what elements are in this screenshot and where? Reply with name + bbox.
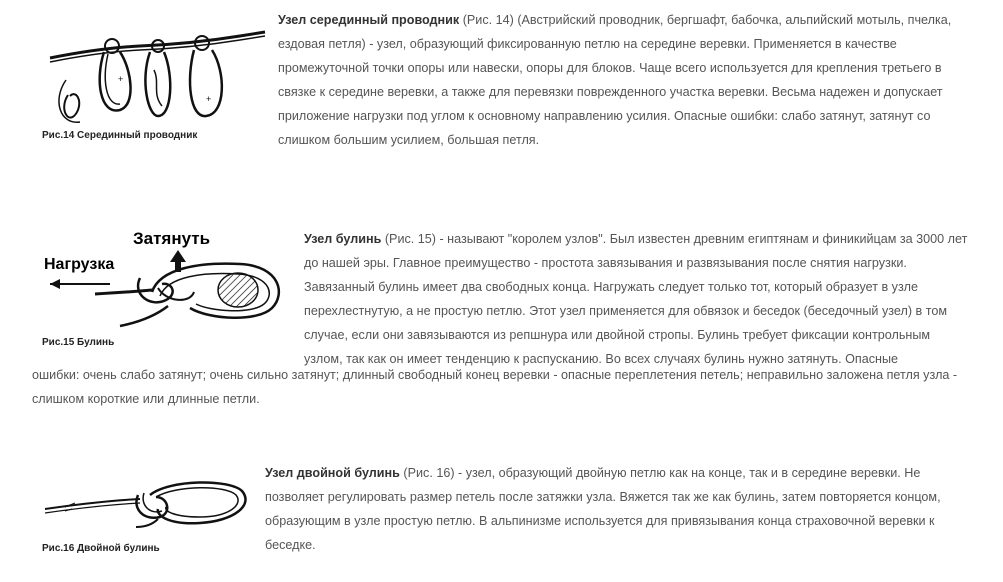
- figure-16-caption: Рис.16 Двойной булинь: [42, 543, 160, 554]
- figure-15-caption: Рис.15 Булинь: [42, 337, 115, 348]
- figure-15-bowline: [40, 248, 300, 338]
- figure-16-double-bowline: [40, 475, 260, 537]
- section-double-bowline-body: (Рис. 16) - узел, образующий двойную петлю как на конце, так и в середине веревки. Не позволяет регулировать размер петель после затяжки узла. Вяжется так же как булинь, затем повторяется концом, образующим в узле простую петлю. В альпинизме используется для привязывания конца страховочной веревки к беседке.: [265, 466, 941, 552]
- section-bowline-body: (Рис. 15) - называют "королем узлов". Был известен древним египтянам и финикийцам за 3000 лет до нашей эры. Главное преимущество - простота завязывания и развязывания после снятия нагрузки. Завязанный булинь имеет два свободных конца. Нагружать следует только тот, который образует в узле перехлестнутую, а не простую петлю. Этот узел применяется для обвязок и беседок (беседочный узел) в том случае, если они завязываются из репшнура или двойной стропы. Булинь требует фиксации контрольным узлом, так как он имеет тенденцию к распусканию. Во всех случаях булинь нужно затянуть. Опасные: [304, 232, 968, 366]
- section-double-bowline-text: [265, 461, 970, 557]
- figure-14-caption: Рис.14 Серединный проводник: [42, 130, 198, 141]
- label-load: Нагрузка: [44, 256, 115, 273]
- section-midline-knot-body: (Рис. 14) (Австрийский проводник, бергшафт, бабочка, альпийский мотыль, пчелка, ездовая петля) - узел, образующий фиксированную петлю на середине веревки. Применяется в качестве промежуточной точки опоры или навески, опоры для блоков. Чаще всего используется для крепления третьего в связке к середине веревки, а также для перевязки поврежденного участка веревки. Весьма надежен и допускает приложение нагрузки под углом к основному направлению усилия. Опасные ошибки: слабо затянут, затянут со слишком большим усилием, большая петля.: [278, 13, 952, 147]
- label-tighten: Затянуть: [133, 229, 211, 248]
- figure-14-midline-knot: [40, 10, 270, 135]
- section-bowline-title: Узел булинь: [304, 232, 382, 246]
- section-bowline-text-top: [304, 227, 970, 371]
- section-double-bowline-title: Узел двойной булинь: [265, 466, 400, 480]
- section-midline-knot-title: Узел серединный проводник: [278, 13, 460, 27]
- svg-text:+: +: [206, 94, 212, 104]
- section-midline-knot-text: [278, 8, 970, 152]
- section-bowline-text-bottom: ошибки: очень слабо затянут; очень сильно затянут; длинный свободный конец веревки - опасные переплетения петель; неправильно заложена петля узла - слишком короткие или длинные петли.: [32, 368, 958, 406]
- svg-text:+: +: [118, 74, 124, 84]
